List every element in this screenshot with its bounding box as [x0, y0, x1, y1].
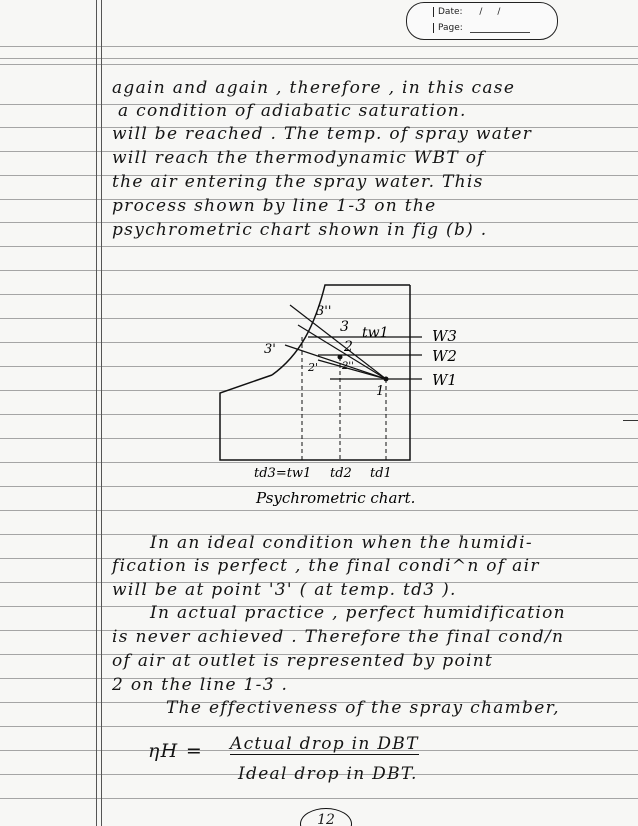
point-1 — [384, 377, 389, 382]
page-number: 12 — [300, 808, 352, 826]
psychrometric-chart-figure — [190, 275, 510, 510]
text-line: In an ideal condition when the humidi- — [150, 533, 533, 553]
formula-denominator: Ideal drop in DBT. — [238, 764, 418, 784]
effectiveness-intro: The effectiveness of the spray chamber, — [166, 698, 560, 718]
page-value-line — [470, 32, 530, 33]
label-3: 3 — [340, 319, 349, 335]
date-row — [433, 7, 506, 17]
page-label: Page: — [433, 23, 463, 33]
label-1: 1 — [376, 384, 385, 399]
label-3-prime: 3' — [264, 342, 276, 357]
formula-lhs: ηH = — [148, 740, 204, 762]
point-2 — [338, 355, 343, 360]
process-line-1-3dd — [290, 305, 386, 379]
text-line: will be at point '3' ( at temp. td3 ). — [112, 580, 457, 600]
label-td3-tw1: td3=tw1 — [254, 466, 312, 481]
label-3-double-prime: 3'' — [316, 304, 332, 319]
date-label: Date: — [433, 7, 463, 17]
margin-line-left-1 — [96, 0, 97, 826]
text-line: is never achieved . Therefore the final cond/n — [112, 627, 565, 647]
figure-caption: Psychrometric chart. — [256, 489, 416, 507]
text-line: psychrometric chart shown in fig (b) . — [112, 220, 488, 240]
text-line: the air entering the spray water. This — [112, 172, 484, 192]
label-tw1: tw1 — [362, 325, 389, 341]
process-line-1-3d — [285, 345, 386, 379]
text-line: again and again , therefore , in this case — [112, 78, 516, 98]
label-w2: W2 — [432, 347, 457, 365]
text-line: will reach the thermodynamic WBT of — [112, 148, 485, 168]
text-line: In actual practice , perfect humidification — [150, 603, 566, 623]
text-line: 2 on the line 1-3 . — [112, 675, 289, 695]
text-line: process shown by line 1-3 on the — [112, 196, 437, 216]
text-line: fication is perfect , the final condi^n of air — [112, 556, 540, 576]
text-line: a condition of adiabatic saturation. — [118, 101, 467, 121]
label-td2: td2 — [330, 466, 352, 481]
date-value: / / — [479, 7, 507, 17]
margin-line-right — [623, 420, 638, 421]
margin-line-left-2 — [101, 0, 102, 826]
label-2-prime: 2' — [308, 361, 319, 374]
label-w1: W1 — [432, 371, 457, 389]
label-w3: W3 — [432, 327, 457, 345]
label-2: 2 — [344, 339, 353, 355]
formula-numerator: Actual drop in DBT — [230, 734, 419, 754]
page-row — [433, 23, 530, 33]
text-line: of air at outlet is represented by point — [112, 651, 494, 671]
label-2-double-prime: 2'' — [342, 361, 354, 372]
label-td1: td1 — [370, 466, 392, 481]
date-page-box — [406, 2, 558, 40]
text-line: will be reached . The temp. of spray water — [112, 124, 533, 144]
